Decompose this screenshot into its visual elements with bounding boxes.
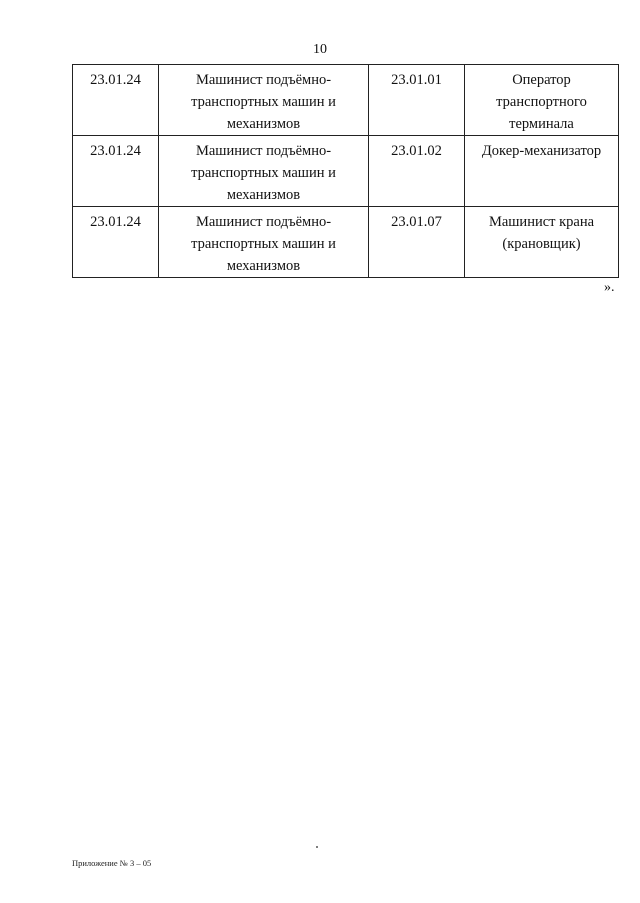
qualification-cell: Оператор транспортного терминала bbox=[465, 65, 619, 136]
profession-cell: Машинист подъёмно-транспортных машин и механизмов bbox=[159, 65, 369, 136]
table-row bbox=[73, 207, 619, 278]
code-cell: 23.01.24 bbox=[73, 207, 159, 278]
qual-code-cell: 23.01.02 bbox=[369, 136, 465, 207]
page-number: 10 bbox=[313, 42, 327, 57]
profession-cell: Машинист подъёмно-транспортных машин и механизмов bbox=[159, 136, 369, 207]
table-row bbox=[73, 65, 619, 136]
table-row bbox=[73, 136, 619, 207]
qualification-cell: Машинист крана (крановщик) bbox=[465, 207, 619, 278]
footer-note: Приложение № 3 – 05 bbox=[72, 858, 152, 868]
qualification-cell: Докер-механизатор bbox=[465, 136, 619, 207]
profession-cell: Машинист подъёмно-транспортных машин и механизмов bbox=[159, 207, 369, 278]
qual-code-cell: 23.01.01 bbox=[369, 65, 465, 136]
professions-table bbox=[72, 64, 619, 278]
closing-quote: ». bbox=[604, 280, 615, 295]
code-cell: 23.01.24 bbox=[73, 136, 159, 207]
qual-code-cell: 23.01.07 bbox=[369, 207, 465, 278]
scan-speck bbox=[316, 846, 318, 848]
code-cell: 23.01.24 bbox=[73, 65, 159, 136]
